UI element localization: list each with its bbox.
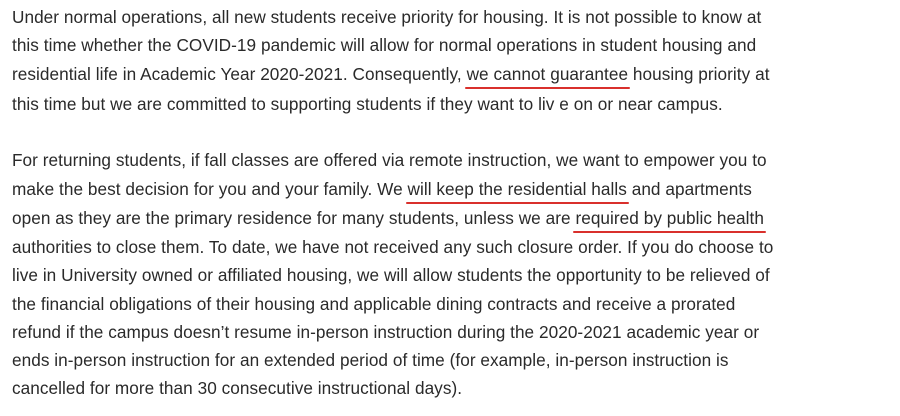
paragraph-line: Under normal operations, all new students receive priority for housing. It is not possible to know at [12,7,762,27]
highlighted-phrase: we cannot guarantee [466,64,629,84]
line-text: residential life in Academic Year 2020-2021. Consequently, [12,64,467,84]
paragraph-line: refund if the campus doesn’t resume in-person instruction during the 2020-2021 academic year or [12,322,760,342]
paragraph-line [12,206,764,230]
paragraph-line: the financial obligations of their housing and applicable dining contracts and receive a prorated [12,294,736,314]
paragraph-line: authorities to close them. To date, we have not received any such closure order. If you do choose to [12,237,774,257]
paragraph-line: ends in-person instruction for an extended period of time (for example, in-person instruction is [12,350,729,370]
line-text: make the best decision for you and your family. We [12,179,408,199]
line-text: open as they are the primary residence for many students, unless we are [12,208,576,228]
highlighted-phrase: will keep the residential halls [407,179,627,199]
paragraph-line: this time but we are committed to supporting students if they want to liv e on or near campus. [12,94,723,114]
paragraph-line: live in University owned or affiliated housing, we will allow students the opportunity to be relieved of [12,265,770,285]
paragraph-line: this time whether the COVID-19 pandemic will allow for normal operations in student housing and [12,35,757,55]
line-text: housing priority at [628,64,770,84]
paragraph-line: For returning students, if fall classes are offered via remote instruction, we want to empower you to [12,150,767,170]
paragraph-line [12,62,770,86]
line-text: and apartments [626,179,752,199]
paragraph-line [12,177,752,201]
highlighted-phrase: required by public health [575,208,764,228]
paragraph-line: cancelled for more than 30 consecutive instructional days). [12,378,463,398]
